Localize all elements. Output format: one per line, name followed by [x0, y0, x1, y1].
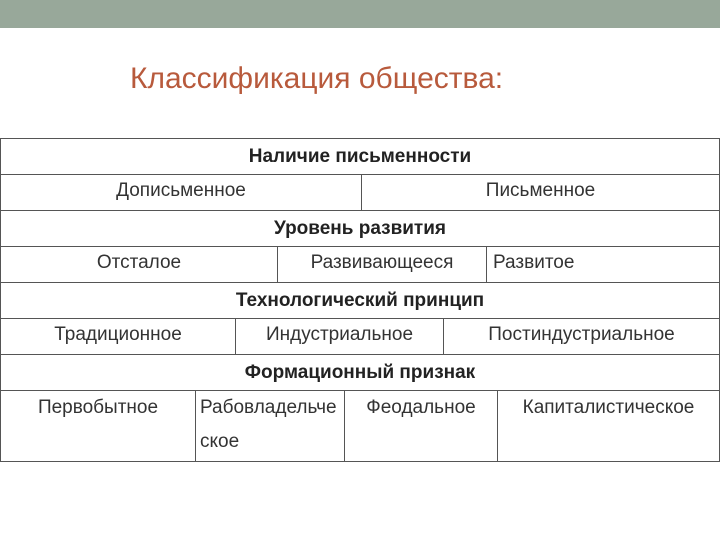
- table-header-formation: [0, 354, 720, 390]
- table-header-development: [0, 210, 720, 246]
- table-cell: Письменное: [361, 175, 719, 210]
- table-cell: Капиталистическое: [497, 391, 719, 461]
- table-row-technology: [0, 318, 720, 354]
- header-label: Уровень развития: [273, 217, 447, 239]
- slide-title: Классификация общества:: [130, 62, 504, 95]
- header-label: Формационный признак: [244, 361, 476, 383]
- table-row-formation: [0, 390, 720, 462]
- table-cell: Развивающееся: [277, 247, 486, 282]
- header-label: Наличие письменности: [248, 145, 472, 167]
- table-cell: Индустриальное: [235, 319, 443, 354]
- table-cell: Феодальное: [344, 391, 497, 461]
- table-row-development: [0, 246, 720, 282]
- table-cell: Первобытное: [37, 397, 159, 418]
- top-decorative-bar: [0, 0, 720, 28]
- table-cell: Традиционное: [54, 324, 182, 345]
- table-header-technology: [0, 282, 720, 318]
- table-cell: Постиндустриальное: [443, 319, 719, 354]
- table-row-writing: [0, 174, 720, 210]
- header-label: Технологический принцип: [235, 289, 485, 311]
- table-cell: Дописьменное: [116, 180, 246, 201]
- table-cell: Развитое: [486, 247, 719, 282]
- table-header-writing: [0, 138, 720, 174]
- table-cell: Отсталое: [96, 252, 182, 273]
- table-cell: Рабовладельческое: [195, 391, 344, 461]
